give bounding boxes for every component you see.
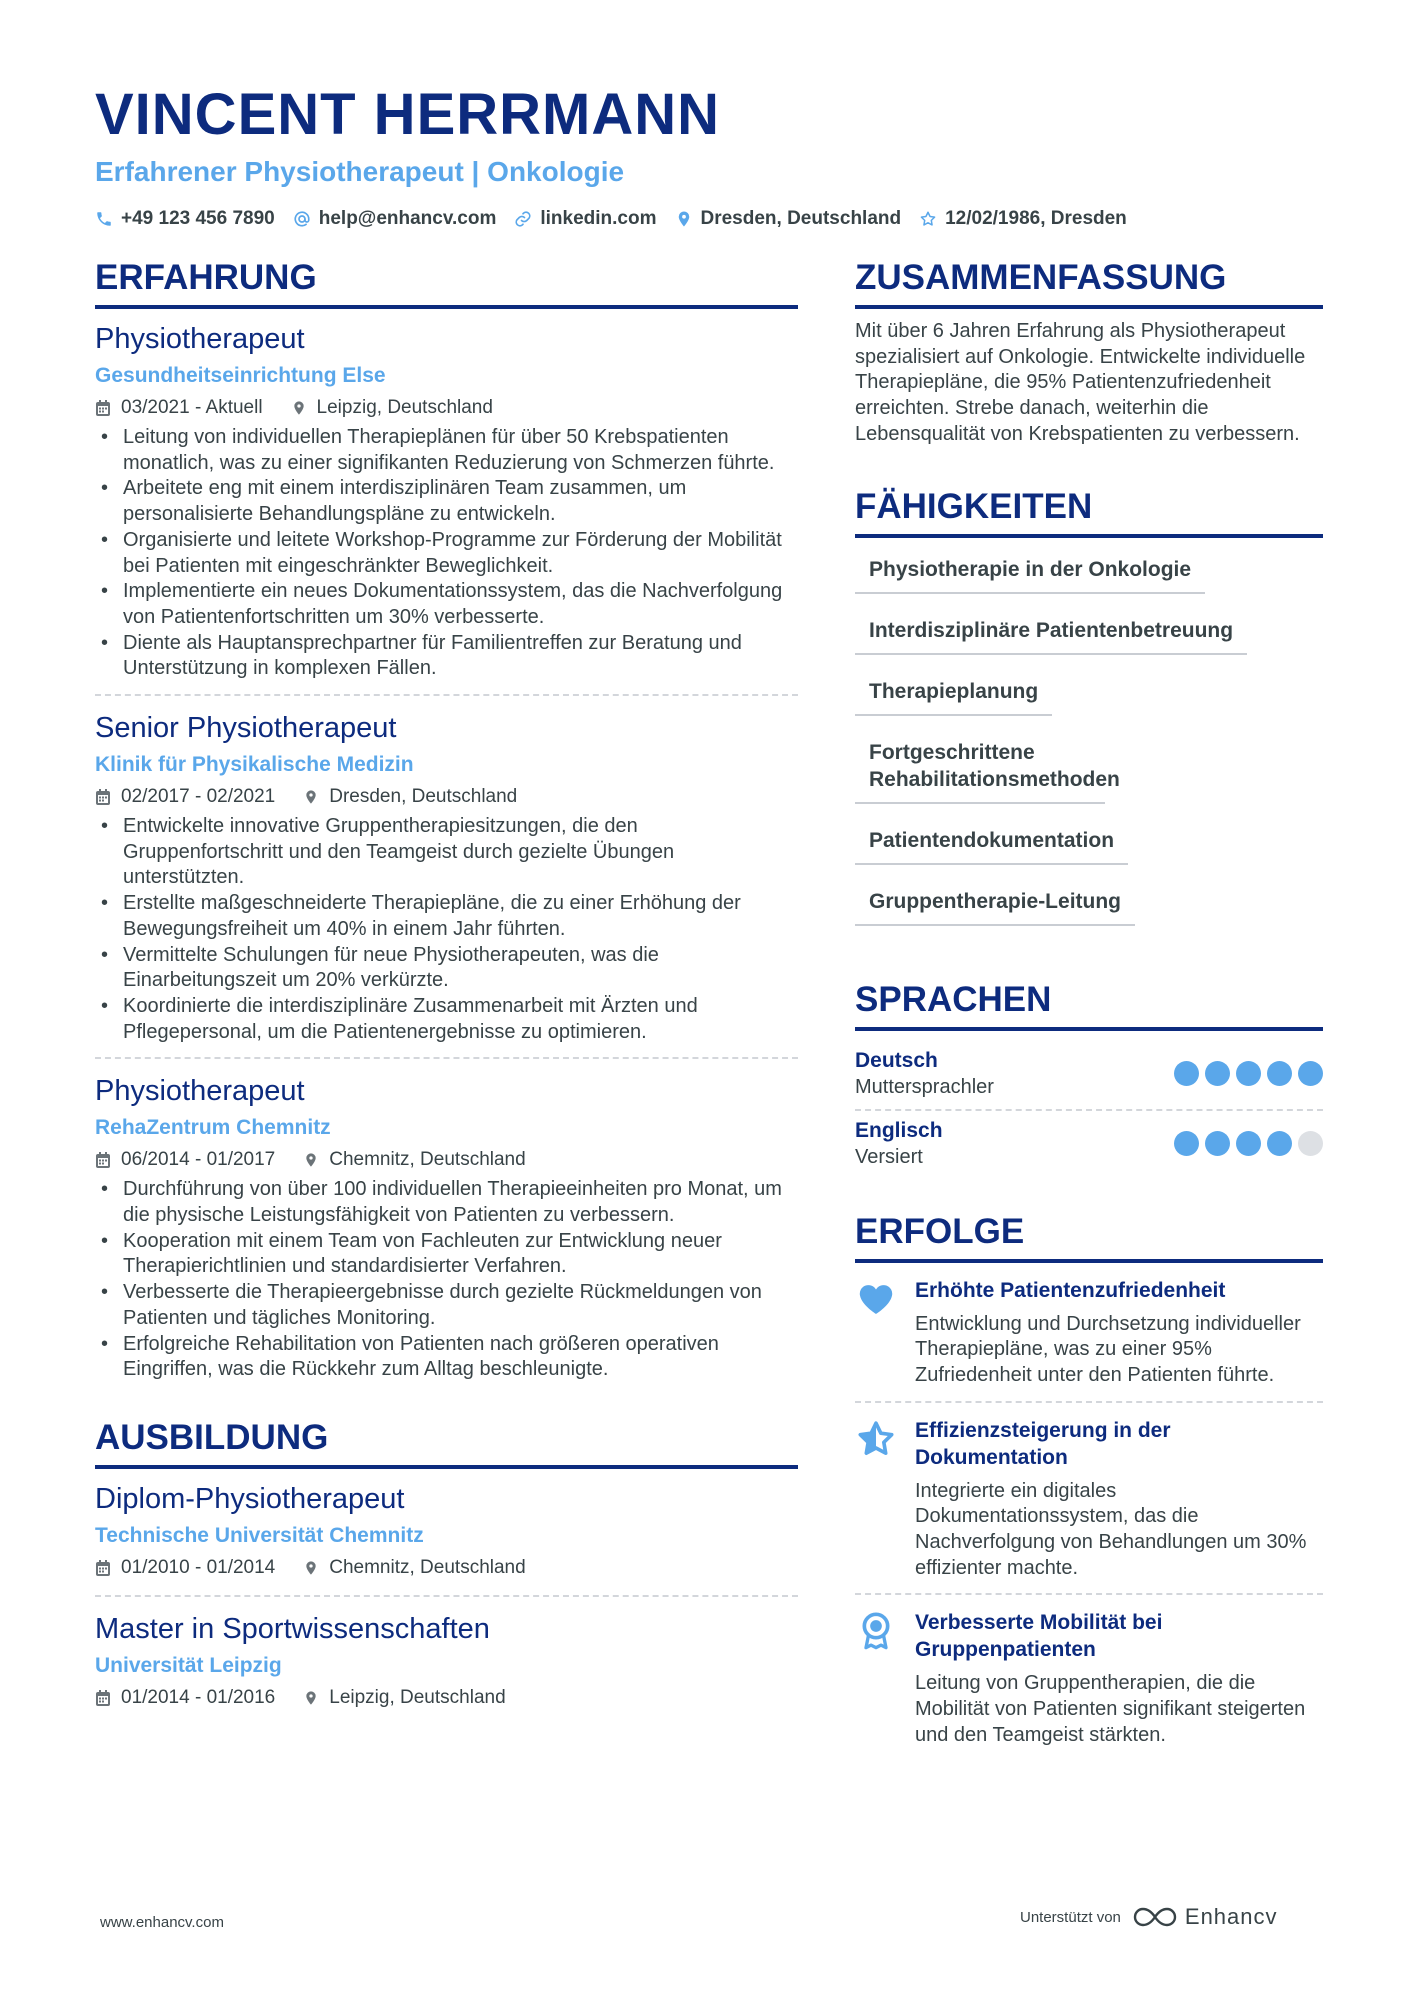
at-icon	[293, 210, 311, 228]
bullet: • Organisierte und leitete Workshop-Programme zur Förderung der Mobilität bei Patienten mit eingeschränkter Beweglichkeit.	[95, 528, 798, 579]
star-icon	[856, 1419, 896, 1459]
contact-birth	[919, 208, 1127, 230]
calendar-icon	[95, 1151, 111, 1169]
bullet: • Leitung von individuellen Therapieplänen für über 50 Krebspatienten monatlich, was zu einer signifikanten Reduzierung von Schmerzen führte.	[95, 425, 798, 476]
bullet: • Diente als Hauptansprechpartner für Familientreffen zur Beratung und Unterstützung in komplexen Fällen.	[95, 631, 798, 682]
bullet: • Entwickelte innovative Gruppentherapiesitzungen, die den Gruppenfortschritt und den Teamgeist durch gezielte Übungen unterstützten.	[95, 814, 798, 891]
language-rating	[1174, 1061, 1323, 1086]
calendar-icon	[95, 1559, 111, 1577]
skill-tag: Therapieplanung	[855, 670, 1052, 716]
contact-linkedin[interactable]	[514, 208, 656, 230]
infinity-logo-icon	[1133, 1905, 1177, 1929]
rating-dot-filled	[1267, 1061, 1292, 1086]
language-name: Deutsch	[855, 1048, 938, 1072]
job-bullets	[95, 425, 798, 682]
language-level: Muttersprachler	[855, 1075, 994, 1098]
left-column	[95, 255, 798, 1737]
education-heading: AUSBILDUNG	[95, 1415, 798, 1469]
education-meta	[95, 1683, 798, 1713]
contact-location-text: Dresden, Deutschland	[700, 208, 902, 229]
achievements-list	[855, 1273, 1323, 1761]
education-entry	[95, 1609, 798, 1725]
experience-heading: ERFAHRUNG	[95, 255, 798, 309]
skills-list	[855, 548, 1323, 941]
achievement-item	[855, 1403, 1323, 1596]
location-icon	[291, 399, 307, 417]
link-icon	[514, 210, 532, 228]
location-icon	[303, 788, 319, 806]
footer-powered-by	[1020, 1904, 1278, 1930]
education-meta	[95, 1553, 798, 1583]
job-location: Leipzig, Deutschland	[316, 397, 493, 418]
bullet: • Arbeitete eng mit einem interdisziplinären Team zusammen, um personalisierte Behandlungspläne zu entwickeln.	[95, 476, 798, 527]
location-icon	[675, 210, 693, 228]
bullet: • Verbesserte die Therapieergebnisse durch gezielte Rückmeldungen von Patienten und tägliches Monitoring.	[95, 1280, 798, 1331]
job-bullets	[95, 1177, 798, 1383]
contact-phone[interactable]	[95, 208, 275, 230]
languages-list	[855, 1041, 1323, 1179]
location-icon	[303, 1559, 319, 1577]
achievement-title: Verbesserte Mobilität bei Gruppenpatienten	[915, 1611, 1163, 1662]
language-level: Versiert	[855, 1145, 923, 1168]
degree-title: Diplom-Physiotherapeut	[95, 1482, 405, 1515]
education-location: Chemnitz, Deutschland	[329, 1556, 526, 1578]
contact-email-text: help@enhancv.com	[318, 208, 497, 229]
rating-dot-filled	[1236, 1131, 1261, 1156]
language-name: Englisch	[855, 1118, 943, 1142]
rating-dot-empty	[1298, 1131, 1323, 1156]
language-row	[855, 1041, 1323, 1111]
skill-tag: Patientendokumentation	[855, 819, 1128, 865]
candidate-headline: Erfahrener Physiotherapeut | Onkologie	[95, 156, 625, 187]
contact-email[interactable]	[293, 208, 497, 230]
rating-dot-filled	[1236, 1061, 1261, 1086]
bullet: • Kooperation mit einem Team von Fachleuten zur Entwicklung neuer Therapierichtlinien und standardisierter Verfahren.	[95, 1229, 798, 1280]
degree-title: Master in Sportwissenschaften	[95, 1612, 490, 1645]
summary-text: Mit über 6 Jahren Erfahrung als Physiotherapeut spezialisiert auf Onkologie. Entwickelte individuelle Therapiepläne, die 95% Patientenzufriedenheit erreichten. Strebe danach, weiterhin die Lebensqualität von Krebspatienten zu verbessern.	[855, 320, 1306, 445]
location-icon	[303, 1689, 319, 1707]
bullet: • Vermittelte Schulungen für neue Physiotherapeuten, was die Einarbeitungszeit um 20% verkürzte.	[95, 943, 798, 994]
skill-tag: Physiotherapie in der Onkologie	[855, 548, 1205, 594]
company-name: RehaZentrum Chemnitz	[95, 1116, 331, 1140]
achievement-title: Effizienzsteigerung in der Dokumentation	[915, 1418, 1171, 1469]
experience-entry	[95, 1071, 798, 1395]
award-icon	[856, 1611, 896, 1651]
job-dates: 03/2021 - Aktuell	[121, 397, 263, 418]
skill-tag: Interdisziplinäre Patientenbetreuung	[855, 609, 1247, 655]
job-dates: 02/2017 - 02/2021	[121, 786, 276, 808]
job-bullets	[95, 814, 798, 1045]
phone-icon	[95, 210, 113, 228]
company-name: Gesundheitseinrichtung Else	[95, 364, 386, 387]
language-rating	[1174, 1131, 1323, 1156]
education-entry	[95, 1479, 798, 1597]
rating-dot-filled	[1267, 1131, 1292, 1156]
brand-name: Enhancv	[1184, 1904, 1278, 1929]
achievements-heading: ERFOLGE	[855, 1209, 1323, 1263]
achievement-item	[855, 1595, 1323, 1760]
education-dates: 01/2014 - 01/2016	[121, 1686, 276, 1708]
job-title: Physiotherapeut	[95, 323, 305, 355]
skills-heading: FÄHIGKEITEN	[855, 484, 1323, 538]
job-location: Dresden, Deutschland	[329, 786, 518, 808]
rating-dot-filled	[1205, 1131, 1230, 1156]
contact-linkedin-text: linkedin.com	[540, 208, 657, 229]
job-meta	[95, 1145, 798, 1175]
heart-icon	[856, 1279, 896, 1319]
bullet: • Koordinierte die interdisziplinäre Zusammenarbeit mit Ärzten und Pflegepersonal, um die Patientenergebnisse zu optimieren.	[95, 994, 798, 1045]
school-name: Universität Leipzig	[95, 1653, 282, 1677]
job-title: Physiotherapeut	[95, 1075, 305, 1108]
experience-entry	[95, 708, 798, 1059]
calendar-icon	[95, 399, 111, 417]
education-dates: 01/2010 - 01/2014	[121, 1556, 276, 1578]
languages-heading: SPRACHEN	[855, 977, 1323, 1031]
rating-dot-filled	[1174, 1061, 1199, 1086]
job-meta	[95, 782, 798, 812]
job-location: Chemnitz, Deutschland	[329, 1149, 526, 1171]
location-icon	[303, 1151, 319, 1169]
contact-location	[675, 208, 902, 230]
company-name: Klinik für Physikalische Medizin	[95, 753, 414, 777]
rating-dot-filled	[1174, 1131, 1199, 1156]
brand-logo[interactable]	[1133, 1904, 1278, 1930]
calendar-icon	[95, 788, 111, 806]
education-location: Leipzig, Deutschland	[329, 1686, 506, 1708]
rating-dot-filled	[1298, 1061, 1323, 1086]
footer-website[interactable]: www.enhancv.com	[100, 1914, 224, 1931]
candidate-name: VINCENT HERRMANN	[95, 82, 720, 147]
bullet: • Implementierte ein neues Dokumentationssystem, das die Nachverfolgung von Patientenfortschritten um 30% verbesserte.	[95, 579, 798, 630]
skill-tag: Gruppentherapie-Leitung	[855, 880, 1135, 926]
rating-dot-filled	[1205, 1061, 1230, 1086]
bullet: • Durchführung von über 100 individuellen Therapieeinheiten pro Monat, um die physische Leistungsfähigkeit von Patienten zu verbessern.	[95, 1177, 798, 1228]
star-icon	[919, 210, 937, 228]
calendar-icon	[95, 1689, 111, 1707]
achievement-description: Entwicklung und Durchsetzung individueller Therapiepläne, was zu einer 95% Zufriedenheit unter den Patienten führte.	[915, 1312, 1301, 1386]
bullet: • Erfolgreiche Rehabilitation von Patienten nach größeren operativen Eingriffen, was die Rückkehr zum Alltag beschleunigte.	[95, 1332, 798, 1383]
bullet: • Erstellte maßgeschneiderte Therapiepläne, die zu einer Erhöhung der Bewegungsfreiheit um 40% in einem Jahr führten.	[95, 891, 798, 942]
achievement-description: Leitung von Gruppentherapien, die die Mobilität von Patienten signifikant steigerten und den Teamgeist stärkten.	[915, 1672, 1306, 1746]
job-meta	[95, 393, 798, 423]
powered-by-label: Unterstützt von	[1020, 1908, 1121, 1926]
contact-phone-text: +49 123 456 7890	[121, 208, 275, 229]
job-dates: 06/2014 - 01/2017	[121, 1149, 276, 1171]
achievement-description: Integrierte ein digitales Dokumentationssystem, das die Nachverfolgung von Behandlungen um 30% effizienter machte.	[915, 1479, 1307, 1579]
summary-heading: ZUSAMMENFASSUNG	[855, 255, 1323, 309]
achievement-title: Erhöhte Patientenzufriedenheit	[915, 1278, 1226, 1302]
contact-bar	[95, 205, 1127, 233]
achievement-item	[855, 1273, 1323, 1403]
contact-birth-text: 12/02/1986, Dresden	[945, 208, 1127, 229]
language-row	[855, 1111, 1323, 1179]
experience-entry	[95, 319, 798, 696]
right-column	[855, 255, 1323, 1761]
skill-tag: Fortgeschrittene Rehabilitationsmethoden	[855, 731, 1105, 804]
school-name: Technische Universität Chemnitz	[95, 1523, 424, 1547]
job-title: Senior Physiotherapeut	[95, 712, 397, 745]
